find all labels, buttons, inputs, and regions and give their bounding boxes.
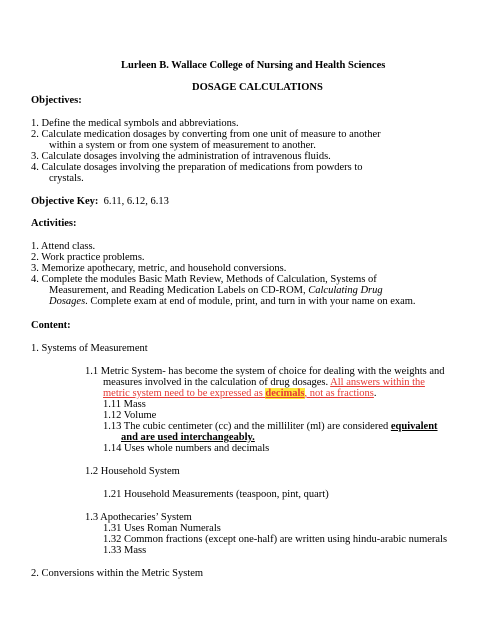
document-title: DOSAGE CALCULATIONS	[192, 82, 323, 93]
subsection-item: 1.33 Mass	[103, 545, 147, 556]
content-item: 1. Systems of Measurement	[31, 343, 148, 354]
objective-item: 1. Define the medical symbols and abbreviations.	[31, 118, 239, 129]
objective-item: within a system or from one system of measurement to another.	[49, 140, 316, 151]
activity-text: Measurement, and Reading Medication Labels on CD-ROM,	[49, 285, 306, 296]
metric-text: measures involved in the calculation of drug dosages.	[103, 377, 331, 388]
objective-item: 3. Calculate dosages involving the administration of intravenous fluids.	[31, 151, 331, 162]
activity-text: . Complete exam at end of module, print, and turn in with your name on exam.	[85, 296, 416, 307]
objective-item: crystals.	[49, 173, 84, 184]
activities-heading: Activities:	[31, 218, 77, 229]
metric-highlight-text: metric system need to be expressed as	[103, 388, 266, 399]
activity-item	[49, 296, 416, 308]
subsection-item: 1.32 Common fractions (except one-half) are written using hindu-arabic numerals	[103, 534, 448, 545]
activity-item: 1. Attend class.	[31, 241, 96, 252]
subsection-item: 1.14 Uses whole numbers and decimals	[103, 443, 270, 454]
activity-item: 2. Work practice problems.	[31, 252, 145, 263]
objective-key-label: Objective Key:	[31, 196, 99, 207]
subsection-item: 1.21 Household Measurements (teaspoon, pint, quart)	[103, 489, 329, 500]
activity-item: 3. Memorize apothecary, metric, and household conversions.	[31, 263, 287, 274]
metric-highlight-text: , not as fractions	[304, 388, 374, 399]
household-heading: 1.2 Household System	[85, 466, 180, 477]
activity-course-title: Dosages	[49, 296, 86, 307]
metric-highlight-text: All answers within the	[330, 377, 425, 388]
subsection-emphasis: and are used interchangeably.	[121, 432, 255, 443]
subsection-item: 1.31 Uses Roman Numerals	[103, 523, 221, 534]
objectives-heading: Objectives:	[31, 95, 82, 106]
objective-item: 4. Calculate dosages involving the preparation of medications from powders to	[31, 162, 363, 173]
activity-course-title: Calculating Drug	[308, 285, 383, 296]
objective-key-value: 6.11, 6.12, 6.13	[103, 196, 169, 207]
metric-system-line: 1.1 Metric System- has become the system of choice for dealing with the weights and	[85, 366, 445, 377]
activity-item: 4. Complete the modules Basic Math Review, Methods of Calculation, Systems of	[31, 274, 377, 285]
apothecary-heading: 1.3 Apothecaries’ System	[85, 512, 192, 523]
decimals-highlight: decimals	[265, 388, 305, 399]
content-item: 2. Conversions within the Metric System	[31, 568, 204, 579]
subsection-text: 1.13 The cubic centimeter (cc) and the milliliter (ml) are considered	[103, 421, 391, 432]
subsection-item: 1.12 Volume	[103, 410, 157, 421]
objective-item: 2. Calculate medication dosages by converting from one unit of measure to another	[31, 129, 381, 140]
college-name: Lurleen B. Wallace College of Nursing and Health Sciences	[121, 60, 386, 71]
metric-text: .	[373, 388, 377, 399]
subsection-item: 1.11 Mass	[103, 399, 146, 410]
objective-key	[31, 196, 169, 208]
equivalent-emphasis: equivalent	[390, 421, 438, 432]
content-heading: Content:	[31, 320, 71, 331]
